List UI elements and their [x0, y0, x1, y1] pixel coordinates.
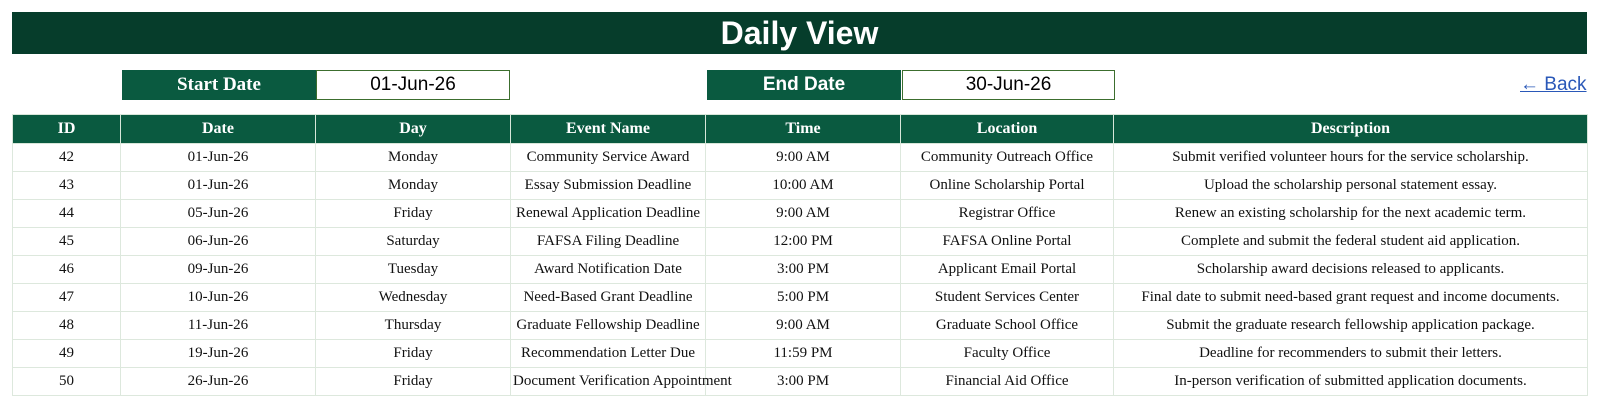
cell-description: Upload the scholarship personal statement essay.	[1114, 172, 1588, 200]
table-row	[13, 340, 1588, 368]
cell-id: 43	[13, 172, 121, 200]
cell-location: Online Scholarship Portal	[901, 172, 1114, 200]
table-body	[13, 144, 1588, 396]
cell-day: Thursday	[316, 312, 511, 340]
cell-event-name: Essay Submission Deadline	[511, 172, 706, 200]
cell-description: Renew an existing scholarship for the next academic term.	[1114, 200, 1588, 228]
table-row	[13, 172, 1588, 200]
cell-time: 9:00 AM	[706, 200, 901, 228]
cell-event-name: FAFSA Filing Deadline	[511, 228, 706, 256]
cell-description: In-person verification of submitted application documents.	[1114, 368, 1588, 396]
table-row	[13, 256, 1588, 284]
column-header-id: ID	[13, 115, 121, 144]
cell-description: Complete and submit the federal student aid application.	[1114, 228, 1588, 256]
cell-id: 50	[13, 368, 121, 396]
cell-event-name: Community Service Award	[511, 144, 706, 172]
cell-id: 44	[13, 200, 121, 228]
cell-location: Student Services Center	[901, 284, 1114, 312]
cell-location: Graduate School Office	[901, 312, 1114, 340]
events-table	[12, 114, 1588, 396]
cell-id: 49	[13, 340, 121, 368]
cell-location: FAFSA Online Portal	[901, 228, 1114, 256]
cell-date: 06-Jun-26	[121, 228, 316, 256]
cell-id: 48	[13, 312, 121, 340]
back-link[interactable]: ← Back	[1520, 74, 1587, 95]
end-date-label: End Date	[707, 70, 901, 100]
cell-date: 11-Jun-26	[121, 312, 316, 340]
cell-location: Faculty Office	[901, 340, 1114, 368]
cell-id: 42	[13, 144, 121, 172]
cell-day: Saturday	[316, 228, 511, 256]
column-header-event-name: Event Name	[511, 115, 706, 144]
cell-time: 5:00 PM	[706, 284, 901, 312]
cell-description: Submit the graduate research fellowship application package.	[1114, 312, 1588, 340]
column-header-time: Time	[706, 115, 901, 144]
cell-id: 47	[13, 284, 121, 312]
cell-time: 11:59 PM	[706, 340, 901, 368]
cell-event-name: Document Verification Appointment	[511, 368, 706, 396]
cell-description: Submit verified volunteer hours for the service scholarship.	[1114, 144, 1588, 172]
table-row	[13, 312, 1588, 340]
cell-time: 9:00 AM	[706, 144, 901, 172]
column-header-date: Date	[121, 115, 316, 144]
cell-date: 01-Jun-26	[121, 144, 316, 172]
cell-day: Tuesday	[316, 256, 511, 284]
table-row	[13, 368, 1588, 396]
cell-day: Friday	[316, 368, 511, 396]
cell-id: 45	[13, 228, 121, 256]
page-title: Daily View	[12, 12, 1587, 54]
cell-time: 12:00 PM	[706, 228, 901, 256]
table-row	[13, 228, 1588, 256]
cell-location: Registrar Office	[901, 200, 1114, 228]
cell-date: 10-Jun-26	[121, 284, 316, 312]
cell-date: 19-Jun-26	[121, 340, 316, 368]
cell-event-name: Need-Based Grant Deadline	[511, 284, 706, 312]
cell-date: 09-Jun-26	[121, 256, 316, 284]
cell-event-name: Graduate Fellowship Deadline	[511, 312, 706, 340]
column-header-day: Day	[316, 115, 511, 144]
column-header-description: Description	[1114, 115, 1588, 144]
cell-day: Monday	[316, 172, 511, 200]
cell-description: Final date to submit need-based grant request and income documents.	[1114, 284, 1588, 312]
table-header-row	[13, 115, 1588, 144]
table-row	[13, 144, 1588, 172]
cell-date: 01-Jun-26	[121, 172, 316, 200]
cell-location: Financial Aid Office	[901, 368, 1114, 396]
cell-date: 05-Jun-26	[121, 200, 316, 228]
cell-location: Community Outreach Office	[901, 144, 1114, 172]
table-row	[13, 284, 1588, 312]
cell-description: Scholarship award decisions released to applicants.	[1114, 256, 1588, 284]
cell-day: Monday	[316, 144, 511, 172]
cell-event-name: Renewal Application Deadline	[511, 200, 706, 228]
cell-day: Wednesday	[316, 284, 511, 312]
start-date-field[interactable]: 01-Jun-26	[316, 70, 510, 100]
cell-time: 9:00 AM	[706, 312, 901, 340]
cell-id: 46	[13, 256, 121, 284]
start-date-label: Start Date	[122, 70, 316, 100]
table-row	[13, 200, 1588, 228]
cell-day: Friday	[316, 200, 511, 228]
cell-description: Deadline for recommenders to submit their letters.	[1114, 340, 1588, 368]
cell-location: Applicant Email Portal	[901, 256, 1114, 284]
cell-time: 10:00 AM	[706, 172, 901, 200]
column-header-location: Location	[901, 115, 1114, 144]
end-date-field[interactable]: 30-Jun-26	[902, 70, 1115, 100]
cell-time: 3:00 PM	[706, 368, 901, 396]
cell-event-name: Recommendation Letter Due	[511, 340, 706, 368]
cell-day: Friday	[316, 340, 511, 368]
cell-time: 3:00 PM	[706, 256, 901, 284]
cell-event-name: Award Notification Date	[511, 256, 706, 284]
cell-date: 26-Jun-26	[121, 368, 316, 396]
